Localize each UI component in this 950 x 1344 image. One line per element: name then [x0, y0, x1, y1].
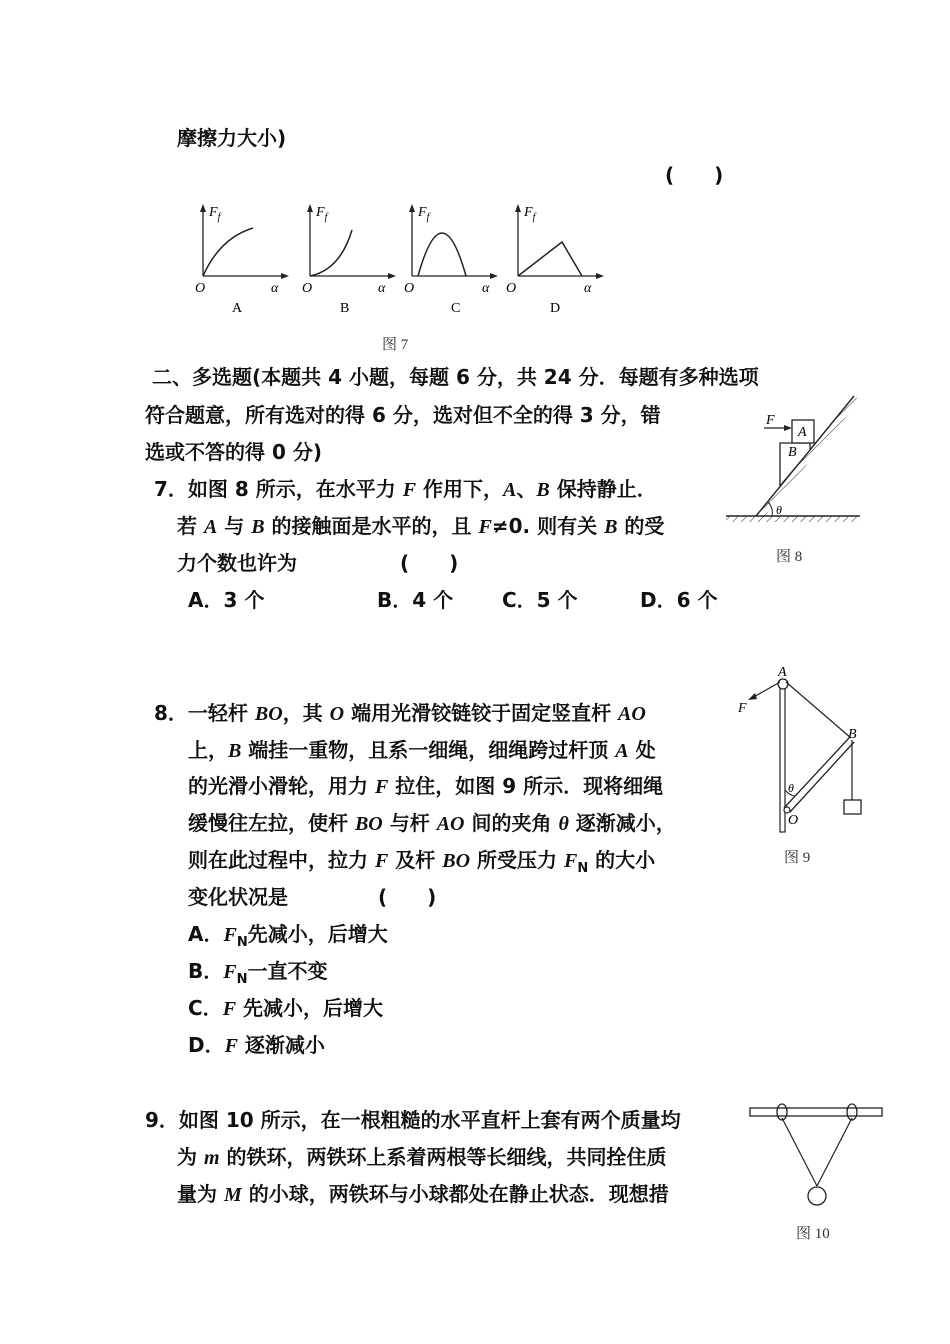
fig7-graph-c [404, 200, 504, 320]
fig8-block-b-label: B [788, 445, 797, 460]
section-header-line2: 符合题意，所有选对的得 6 分，选对但不全的得 3 分，错 [145, 403, 661, 427]
q9-line2: 为 m 的铁环，两铁环上系着两根等长细线，共同拴住质 [177, 1145, 667, 1169]
figure-10 [748, 1100, 888, 1210]
q7-answer-blank: ( ) [400, 551, 459, 575]
q7-line3: 力个数也许为 [177, 551, 297, 575]
fig9-force-label: F [738, 701, 747, 716]
q8-option-a: A．$F_N$先减小，后增大 [188, 922, 388, 950]
fig7-graph-d [506, 200, 610, 320]
fig9-theta-label: θ [788, 781, 794, 795]
q7-line1: 7．如图 8 所示，在水平力 F 作用下，A、B 保持静止． [154, 477, 657, 501]
svg-text:α: α [482, 281, 490, 296]
fig7-axis-x-label: α [271, 281, 279, 296]
fig9-caption: 图 9 [784, 850, 811, 866]
svg-text:O: O [404, 281, 415, 296]
fig7-graph-b [302, 200, 402, 320]
q8-line3: 的光滑小滑轮，用力 F 拉住，如图 9 所示．现将细绳 [188, 774, 664, 798]
q7-option-b: B．4 个 [377, 588, 454, 612]
svg-text:Ff: $F_f$ [418, 205, 430, 223]
answer-blank: ( ) [665, 163, 724, 187]
fig9-point-o-label: O [788, 813, 799, 828]
q9-line3: 量为 M 的小球，两铁环与小球都处在静止状态．现想措 [177, 1182, 669, 1206]
q8-option-c: C．F 先减小，后增大 [188, 996, 383, 1020]
question-continuation-text: 摩擦力大小) [177, 126, 287, 150]
fig7-panel-d-label: D [550, 301, 561, 316]
fig8-caption: 图 8 [776, 549, 803, 565]
fig8-force-label: F [766, 413, 775, 428]
svg-text:Ff: $F_f$ [524, 205, 536, 223]
q8-line2: 上，B 端挂一重物，且系一细绳，细绳跨过杆顶 A 处 [188, 738, 656, 762]
fig7-panel-b-label: B [340, 301, 350, 316]
fig9-point-a-label: A [778, 665, 787, 680]
figure-8 [722, 388, 872, 568]
q8-line1: 8．一轻杆 BO，其 O 端用光滑铰链铰于固定竖直杆 AO [154, 701, 646, 725]
svg-text:α: α [584, 281, 592, 296]
q8-line4: 缓慢往左拉，使杆 BO 与杆 AO 间的夹角 θ 逐渐减小， [188, 811, 676, 835]
fig8-block-a-label: A [798, 425, 807, 440]
q9-line1: 9．如图 10 所示，在一根粗糙的水平直杆上套有两个质量均 [145, 1108, 681, 1132]
svg-text:O: O [506, 281, 517, 296]
q7-option-d: D．6 个 [640, 588, 718, 612]
section-header: 二、多选题(本题共 4 小题，每题 6 分，共 24 分．每题有多种选项 [152, 365, 759, 389]
q8-option-b: B．$F_N$一直不变 [188, 959, 328, 987]
fig9-point-b-label: B [848, 727, 857, 742]
q7-option-c: C．5 个 [502, 588, 578, 612]
q8-line5: 则在此过程中，拉力 F 及杆 BO 所受压力 $F_N$ 的大小 [188, 848, 656, 876]
q7-option-a: A．3 个 [188, 588, 265, 612]
q8-option-d: D．F 逐渐减小 [188, 1033, 325, 1057]
fig8-theta-label: θ [776, 503, 782, 517]
fig10-caption: 图 10 [796, 1226, 830, 1242]
figure-9 [730, 662, 880, 842]
fig7-origin-label: O [195, 281, 206, 296]
fig7-axis-y-label: $F_f$ [209, 205, 221, 223]
q8-line6: 变化状况是 [188, 885, 288, 909]
fig7-caption: 图 7 [382, 337, 409, 353]
fig7-panel-a-label: A [232, 301, 243, 316]
svg-text:O: O [302, 281, 313, 296]
q7-line2: 若 A 与 B 的接触面是水平的，且 F≠0. 则有关 B 的受 [177, 514, 665, 538]
fig7-panel-c-label: C [451, 301, 461, 316]
svg-text:Ff: $F_f$ [316, 205, 328, 223]
q8-answer-blank: ( ) [378, 885, 437, 909]
section-header-line3: 选或不答的得 0 分) [145, 440, 322, 464]
svg-text:α: α [378, 281, 386, 296]
fig7-graph-a [195, 200, 295, 320]
